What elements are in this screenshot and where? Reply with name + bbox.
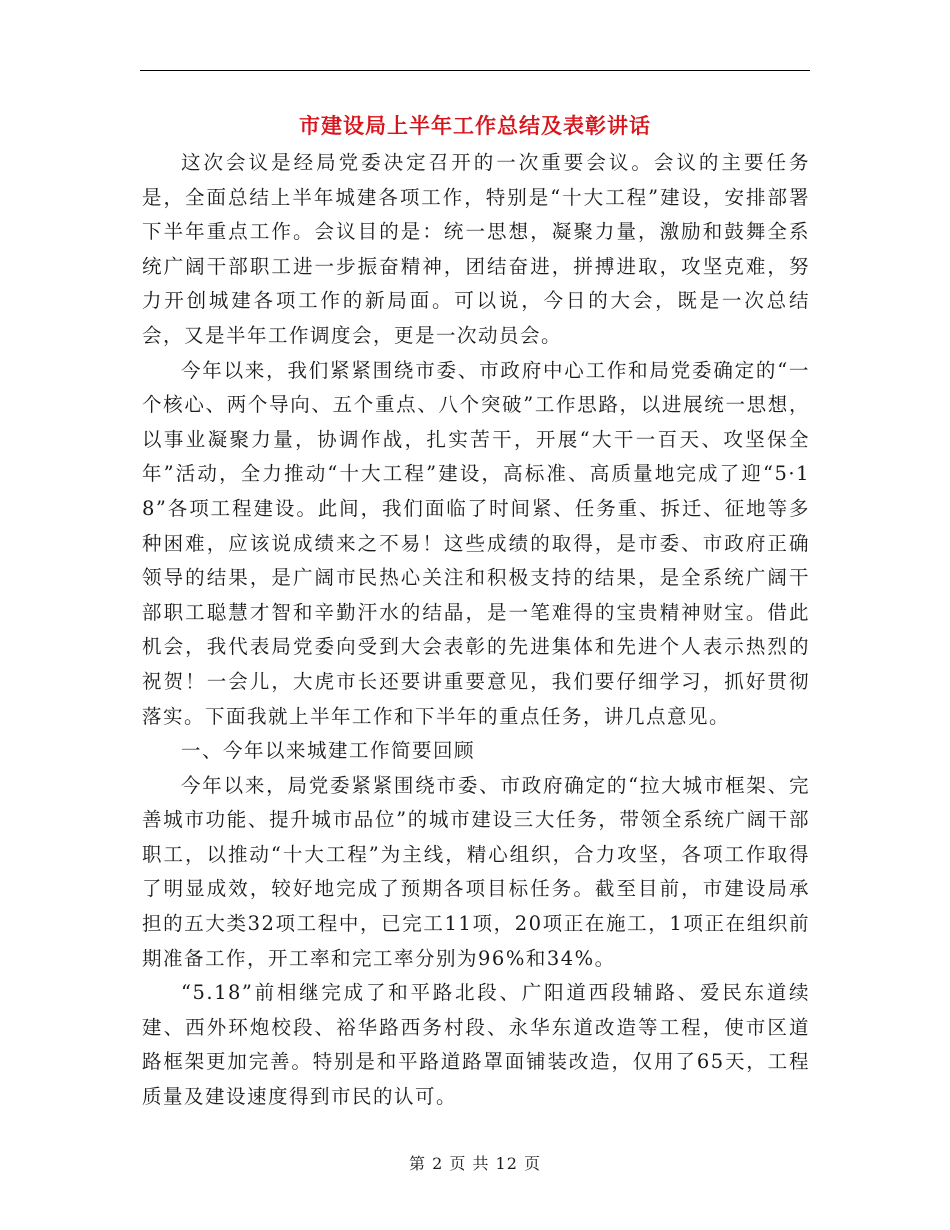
document-body — [142, 146, 810, 1115]
paragraph-intro: 这次会议是经局党委决定召开的一次重要会议。会议的主要任务是，全面总结上半年城建各项工作，特别是“十大工程”建设，安排部署下半年重点工作。会议目的是：统一思想，凝聚力量，激励和鼓舞全系统广阔干部职工进一步振奋精神，团结奋进，拼搏进取，攻坚克难，努力开创城建各项工作的新局面。可以说，今日的大会，既是一次总结会，又是半年工作调度会，更是一次动员会。 — [142, 151, 810, 347]
paragraph-roads: “5.18”前相继完成了和平路北段、广阳道西段辅路、爱民东道续建、西外环炮校段、裕华路西务村段、永华东道改造等工程，使市区道路框架更加完善。特别是和平路道路罩面铺装改造，仅用了65天，工程质量及建设速度得到市民的认可。 — [142, 981, 810, 1109]
page-number: 第 2 页 共 12 页 — [409, 1154, 541, 1173]
section-heading-review: 一、今年以来城建工作简要回顾 — [181, 739, 476, 763]
paragraph-achievements: 今年以来，我们紧紧围绕市委、市政府中心工作和局党委确定的“一个核心、两个导向、五个重点、八个突破”工作思路，以进展统一思想，以事业凝聚力量，协调作战，扎实苦干，开展“大干一百天、攻坚保全年”活动，全力推动“十大工程”建设，高标准、高质量地完成了迎“5·18”各项工程建设。此间，我们面临了时间紧、任务重、拆迁、征地等多种困难，应该说成绩来之不易！这些成绩的取得，是市委、市政府正确领导的结果，是广阔市民热心关注和积极支持的结果，是全系统广阔干部职工聪慧才智和辛勤汗水的结晶，是一笔难得的宝贵精神财宝。借此机会，我代表局党委向受到大会表彰的先进集体和先进个人表示热烈的祝贺！一会儿，大虎市长还要讲重要意见，我们要仔细学习，抓好贯彻落实。下面我就上半年工作和下半年的重点任务，讲几点意见。 — [142, 358, 810, 728]
document-title: 市建设局上半年工作总结及表彰讲话 — [299, 114, 651, 138]
paragraph-progress: 今年以来，局党委紧紧围绕市委、市政府确定的“拉大城市框架、完善城市功能、提升城市品位”的城市建设三大任务，带领全系统广阔干部职工，以推动“十大工程”为主线，精心组织，合力攻坚，各项工作取得了明显成效，较好地完成了预期各项目标任务。截至目前，市建设局承担的五大类32项工程中，已完工11项，20项正在施工，1项正在组织前期准备工作，开工率和完工率分别为96%和34%。 — [142, 773, 810, 970]
header-rule — [140, 70, 810, 71]
